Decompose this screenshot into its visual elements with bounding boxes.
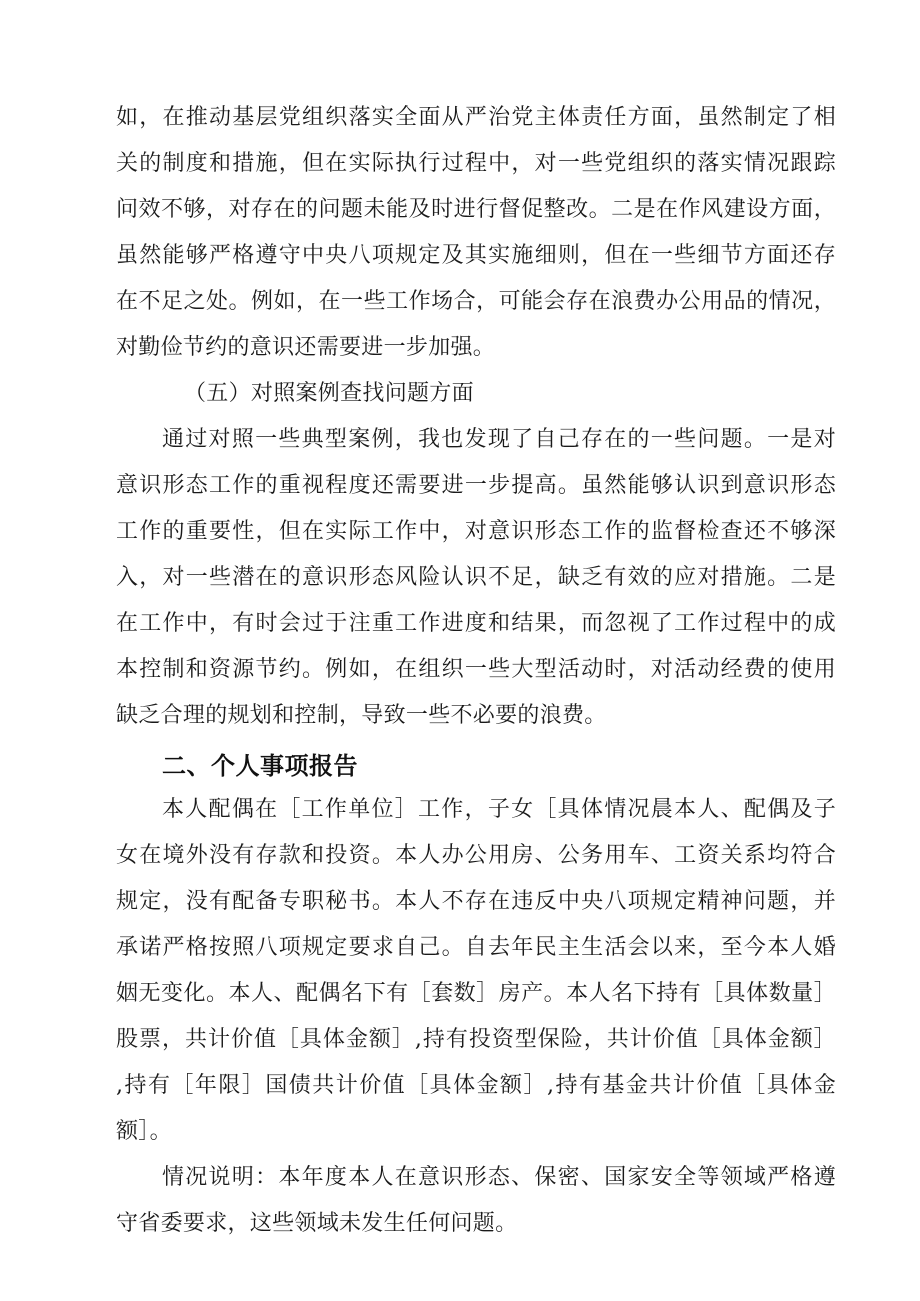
paragraph-line: 如，在推动基层党组织落实全面从严治党主体责任方面，虽然制定了相 [116,105,836,130]
paragraph-line: ,持有［年限］国债共计价值［具体金额］,持有基金共计价值［具体金 [116,1073,836,1098]
paragraph-line: 承诺严格按照八项规定要求自己。自去年民主生活会以来，至今本人婚 [116,935,836,960]
section-subheading: （五）对照案例查找问题方面 [184,381,474,406]
paragraph-line: 问效不够，对存在的问题未能及时进行督促整改。二是在作风建设方面， [116,197,836,222]
paragraph-line: 通过对照一些典型案例，我也发现了自己存在的一些问题。一是对 [162,427,836,452]
paragraph-line: 关的制度和措施，但在实际执行过程中，对一些党组织的落实情况跟踪 [116,151,836,176]
paragraph-line: 情况说明：本年度本人在意识形态、保密、国家安全等领域严格遵 [162,1165,836,1190]
paragraph-line: 守省委要求，这些领域未发生任何问题。 [116,1211,518,1236]
paragraph-line: 本人配偶在［工作单位］工作，子女［具体情况晨本人、配偶及子 [162,797,836,822]
paragraph-line: 工作的重要性，但在实际工作中，对意识形态工作的监督检查还不够深 [116,519,836,544]
paragraph-line: 入，对一些潜在的意识形态风险认识不足，缺乏有效的应对措施。二是 [116,565,836,590]
paragraph-line: 意识形态工作的重视程度还需要进一步提高。虽然能够认识到意识形态 [116,473,836,498]
paragraph-line: 本控制和资源节约。例如，在组织一些大型活动时，对活动经费的使用 [116,657,836,682]
paragraph-line: 规定，没有配备专职秘书。本人不存在违反中央八项规定精神问题，并 [116,889,836,914]
paragraph-line: 女在境外没有存款和投资。本人办公用房、公务用车、工资关系均符合 [116,843,836,868]
paragraph-line: 在工作中，有时会过于注重工作进度和结果，而忽视了工作过程中的成 [116,611,836,636]
paragraph-line: 姻无变化。本人、配偶名下有［套数］房产。本人名下持有［具体数量］ [116,981,836,1006]
paragraph-line: 额］。 [116,1119,172,1144]
section-heading: 二、个人事项报告 [162,752,358,780]
paragraph-line: 股票，共计价值［具体金额］,持有投资型保险，共计价值［具体金额］ [116,1027,836,1052]
paragraph-line: 对勤俭节约的意识还需要进一步加强。 [116,335,496,360]
paragraph-line: 缺乏合理的规划和控制，导致一些不必要的浪费。 [116,703,607,728]
paragraph-line: 虽然能够严格遵守中央八项规定及其实施细则，但在一些细节方面还存 [116,243,836,268]
paragraph-line: 在不足之处。例如，在一些工作场合，可能会存在浪费办公用品的情况， [116,289,836,314]
